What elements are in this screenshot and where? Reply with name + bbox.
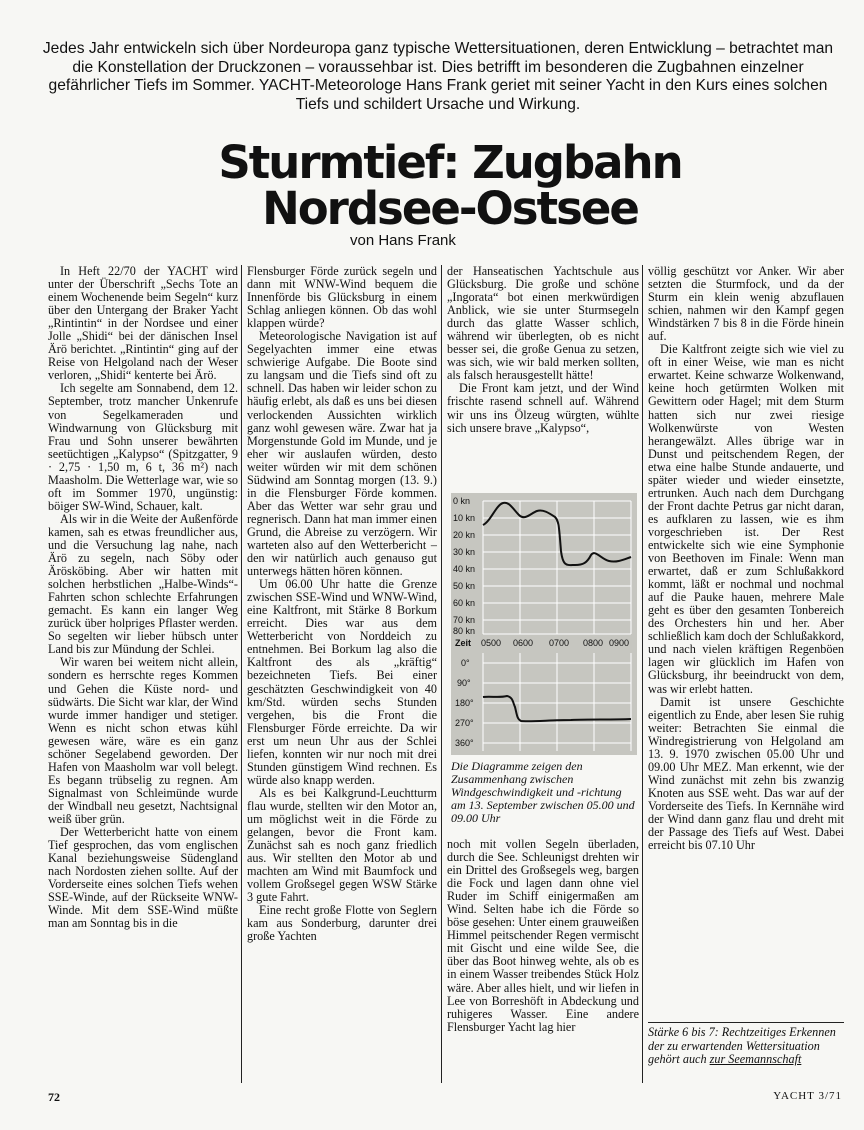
wind-diagram xyxy=(451,493,637,755)
speed-tick-labels xyxy=(453,496,475,636)
speed-tick: 60 kn xyxy=(453,598,476,608)
paragraph: noch mit vollen Segeln überladen, durch die See. Schleunigst drehten wir ein Drittel des Großsegels weg, bargen die Fock und lagen dann ohne viel Ruder im Schiff einigermaßen am Wind. Selten habe ich die Förde so böse gesehen: Unter einem grauweißen Himmel peitschender Regen vermischt mit Gischt und eine wilde See, die über das Boot hinweg wehte, als ob es in einem Wasser treibendes Stück Holz wäre. Aber alles hielt, und wir liefen in Lee von Borreshöft in Abdeckung und ruhigeres Wasser. Eine andere Flensburger Yacht lag hier xyxy=(447,838,639,1034)
time-tick: 0900 xyxy=(609,638,630,648)
speed-tick: 0 kn xyxy=(453,496,471,506)
speed-tick: 20 kn xyxy=(453,530,476,540)
paragraph: In Heft 22/70 der YACHT wird unter der Überschrift „Sechs Tote an einem Wochenende beim Segeln“ kurz über den Untergang der Braker Yacht „Rintintin“ in der Nordsee und einer Jolle „Shidi“ bei der dänischen Insel Ärö berichtet. „Rintintin“ ging auf der Reise von Helgoland nach der Weser verloren, „Shidi“ kenterte bei Ärö. xyxy=(48,265,238,383)
column-2 xyxy=(247,265,437,1085)
column-3-top xyxy=(447,265,639,485)
speed-tick: 70 kn xyxy=(453,615,476,625)
paragraph: der Hanseatischen Yachtschule aus Glücksburg. Die große und schöne „Ingorata“ bot einen merkwürdigen Anblick, wie sie unter Sturmsegeln durch das glatte Wasser schlich, während wir überlegten, ob es nicht besser sei, die große Genua zu setzen, was sich, wie wir bald merken sollten, als falsch herausgestellt hätte! xyxy=(447,265,639,383)
page-number: 72 xyxy=(48,1090,60,1104)
paragraph: Die Front kam jetzt, und der Wind frischte rasend schnell auf. Während wir uns ins Ölzeug würgten, wühlte sich unsere brave „Kalypso“, xyxy=(447,381,639,435)
highlight-text-underlined: zur Seemannschaft xyxy=(709,1052,802,1066)
column-rule xyxy=(441,265,442,1083)
paragraph: Um 06.00 Uhr hatte die Grenze zwischen SSE-Wind und WNW-Wind, eine Kaltfront, mit Stärke 8 Borkum erreicht. Dies war aus dem Wetterbericht von Norddeich zu entnehmen. Bei Borkum lag also die Kaltfront des als „kräftig“ bezeichneten Tiefs. Bei einer geschätzten Geschwindigkeit von 40 km/Std. würden sechs Stunden vergehen, bis die Front die Flensburger Förde erreichte. Da wir erst um neun Uhr aus der Schlei liefen, konnten wir nur noch mit drei Stunden günstigem Wind rechnen. Es würde also knapp werden. xyxy=(247,577,437,787)
paragraph: Die Kaltfront zeigte sich wie viel zu oft in einer Weise, wie man es nicht erwartet. Keine schwarze Wolkenwand, keine hoch getürmten Wolken mit Gewittern oder Hagel; mit dem Sturm hatten sich nur zwei riesige Wolkenwürste von Westen herangewälzt. Alles übrige war in Dunst und peitschendem Regen, der etwa eine halbe Stunde andauerte, und später wieder und wieder einsetzte, ertrunken. Auch nach dem Durchgang der Front dachte Petrus gar nicht daran, es aufklaren zu lassen, wie es ihm vorgeschrieben ist. Der Rest entwickelte sich wie eine Symphonie von Beethoven im Finale: Wenn man erwartet, daß er zum Schlußakkord kommt, läßt er nochmal und nochmal auf die Pauke hauen, mehrere Male geht es über den gesamten Tonbereich des Orchesters hin und her. Aber schließlich kam doch der Schlußakkord, und nach vielen kräftigen Regenböen lagen wir glücklich im Hafen von Glücksburg, ihr beeindruckt von dem, was wir erlebt hatten. xyxy=(648,342,844,696)
speed-tick: 10 kn xyxy=(453,513,476,523)
time-tick: 0700 xyxy=(549,638,570,648)
paragraph: Flensburger Förde zurück segeln und dann mit WNW-Wind bequem die Innenförde bis Glücksburg in einem Schlag anliegen können. Ob das wohl klappen würde? xyxy=(247,265,437,331)
wind-diagram-svg xyxy=(451,493,637,755)
paragraph: Eine recht große Flotte von Seglern kam aus Sonderburg, darunter drei große Yachten xyxy=(247,903,437,944)
direction-tick: 270° xyxy=(455,718,474,728)
speed-tick: 30 kn xyxy=(453,547,476,557)
paragraph: Der Wetterbericht hatte von einem Tief gesprochen, das vom englischen Kanal beziehungsweise Südengland nach Nordosten ziehen sollte. Auf der Vorderseite eines solchen Tiefs wehen SSE-Winde, auf der Rückseite WNW-Winde. Mit dem SSE-Wind müßte man am Sonntag bis in die xyxy=(48,825,238,931)
direction-tick: 180° xyxy=(455,698,474,708)
time-tick: 0800 xyxy=(583,638,604,648)
diagram-background xyxy=(451,493,637,755)
direction-tick: 360° xyxy=(455,738,474,748)
paragraph: Damit ist unsere Geschichte eigentlich zu Ende, aber lesen Sie ruhig weiter: Betrachten Sie einmal die Windregistrierung von Helgoland am 13. 9. 1970 zwischen 05.00 Uhr und 09.00 Uhr MEZ. Man erkennt, wie der Wind zunächst mit zehn bis zwanzig Knoten aus SSE weht. Das war auf der Vorderseite des Tiefs. In Kernnähe wird der Wind dann ganz flau und dreht mit der Passage des Tiefs auf West. Dabei erreicht bis 07.10 Uhr xyxy=(648,694,844,853)
speed-tick: 50 kn xyxy=(453,581,476,591)
diagram-caption: Die Diagramme zeigen den Zusammenhang zwischen Windgeschwindigkeit und -richtung am 13. September zwischen 05.00 und 09.00 Uhr xyxy=(451,759,635,825)
time-axis-label: Zeit xyxy=(455,638,472,648)
title-line-2: Nordsee-Ostsee xyxy=(262,182,638,235)
paragraph: Ich segelte am Sonnabend, dem 12. September, trotz mancher Unkenrufe von Segelkameraden und Windwarnung von Glücksburg mit Frau und Sohn unserer bewährten seetüchtigen „Kalypso“ (Spitzgatter, 9 · 2,75 · 1,50 m, 6 t, 36 m²) nach Maasholm. Die Wetterlage war, wie so oft im Sommer 1970, ungünstig: böiger SW-Wind, Schauer, kalt. xyxy=(48,381,238,513)
time-tick: 0500 xyxy=(481,638,502,648)
direction-tick: 90° xyxy=(457,678,471,688)
column-1 xyxy=(48,265,238,1085)
column-4 xyxy=(648,265,844,1025)
paragraph: Wir waren bei weitem nicht allein, sondern es herrschte reges Kommen und Gehen die Küste nord- und südwärts. Die Sicht war klar, der Wind wurde immer handiger und stetiger. Wenn es nicht schon etwas kühl gewesen wäre, wäre es ein ganz schöner Segelabend geworden. Der Hafen von Maasholm war voll belegt. Es begann trübselig zu regnen. Am Signalmast von Schleimünde wurde der Windball neu gesetzt, Nachtsignal weiß über grün. xyxy=(48,655,238,826)
paragraph: Als es bei Kalkgrund-Leuchtturm flau wurde, stellten wir den Motor an, um möglichst weit in die Förde zu gelangen, bevor die Front kam. Zunächst sah es noch ganz friedlich aus. Wir stellten den Motor ab und machten am Wind mit Baumfock und vollem Großsegel gegen WSW Stärke 3 gute Fahrt. xyxy=(247,785,437,905)
column-3-bottom xyxy=(447,838,639,1085)
highlight-text: Stärke 6 bis 7: Rechtzeitiges Erkennen der zu erwartenden Wettersituation gehört auch xyxy=(648,1025,836,1066)
title-line-1: Sturmtief: Zugbahn xyxy=(218,136,682,189)
time-tick: 0600 xyxy=(513,638,534,648)
paragraph: Als wir in die Weite der Außenförde kamen, sah es etwas freundlicher aus, und die Versuchung lag nahe, nach Ärö zu segeln, nach Söby oder Ärösköbing. Aber wir hatten mit solchen herbstlichen „Halbe-Winds“-Fahrten schon schlechte Erfahrungen gemacht. Es kann ein langer Weg zurück über holpriges Pflaster werden. So segelten wir lieber hübsch unter Land bis zur Mündung der Schlei. xyxy=(48,511,238,657)
column-rule xyxy=(642,265,643,1083)
column-rule xyxy=(241,265,242,1083)
direction-tick: 0° xyxy=(461,658,470,668)
paragraph: Meteorologische Navigation ist auf Segelyachten immer eine etwas schwierige Aufgabe. Die Boote sind zu langsam und die Tiefs sind oft zu schnell. Das haben wir leider schon zu häufig erlebt, als daß es uns bei diesen verlockenden Aussichten wirklich ganz wohl gewesen wäre. Zwar hat ja Morgenstunde Gold im Munde, und je eher wir auslaufen würden, desto weiter würden wir mit dem schönen Südwind am Sonntag morgen (13. 9.) in die Flensburger Förde kommen. Aber das Wetter war sehr grau und regnerisch. Dann hat man immer einen Grund, die Abreise zu verzögern. Wir warteten also auf den Wetterbericht – den wir natürlich auch genauso gut unterwegs hätten hören können. xyxy=(247,329,437,579)
byline: von Hans Frank xyxy=(350,232,456,249)
speed-tick: 80 kn xyxy=(453,626,476,636)
magazine-issue: YACHT 3/71 xyxy=(773,1090,842,1102)
speed-tick: 40 kn xyxy=(453,564,476,574)
article-title xyxy=(150,136,750,235)
paragraph: völlig geschützt vor Anker. Wir aber setzten die Sturmfock, und da der Sturm ein klein wenig abzuflauen schien, nahmen wir den Kampf gegen Windstärken 7 bis 8 in die Förde hinein auf. xyxy=(648,265,844,344)
intro-text: Jedes Jahr entwickeln sich über Nordeuropa ganz typische Wettersituationen, deren Entwicklung – betrachtet man die Konstellation der Druckzonen – voraussehbar ist. Dies betrifft im besonderen die Zugbahnen einzelner gefährlicher Tiefs im Sommer. YACHT-Meteorologe Hans Frank geriet mit seiner Yacht in den Kurs eines solchen Tiefs und schildert Ursache und Wirkung. xyxy=(42,40,834,113)
highlight-box xyxy=(648,1022,844,1067)
